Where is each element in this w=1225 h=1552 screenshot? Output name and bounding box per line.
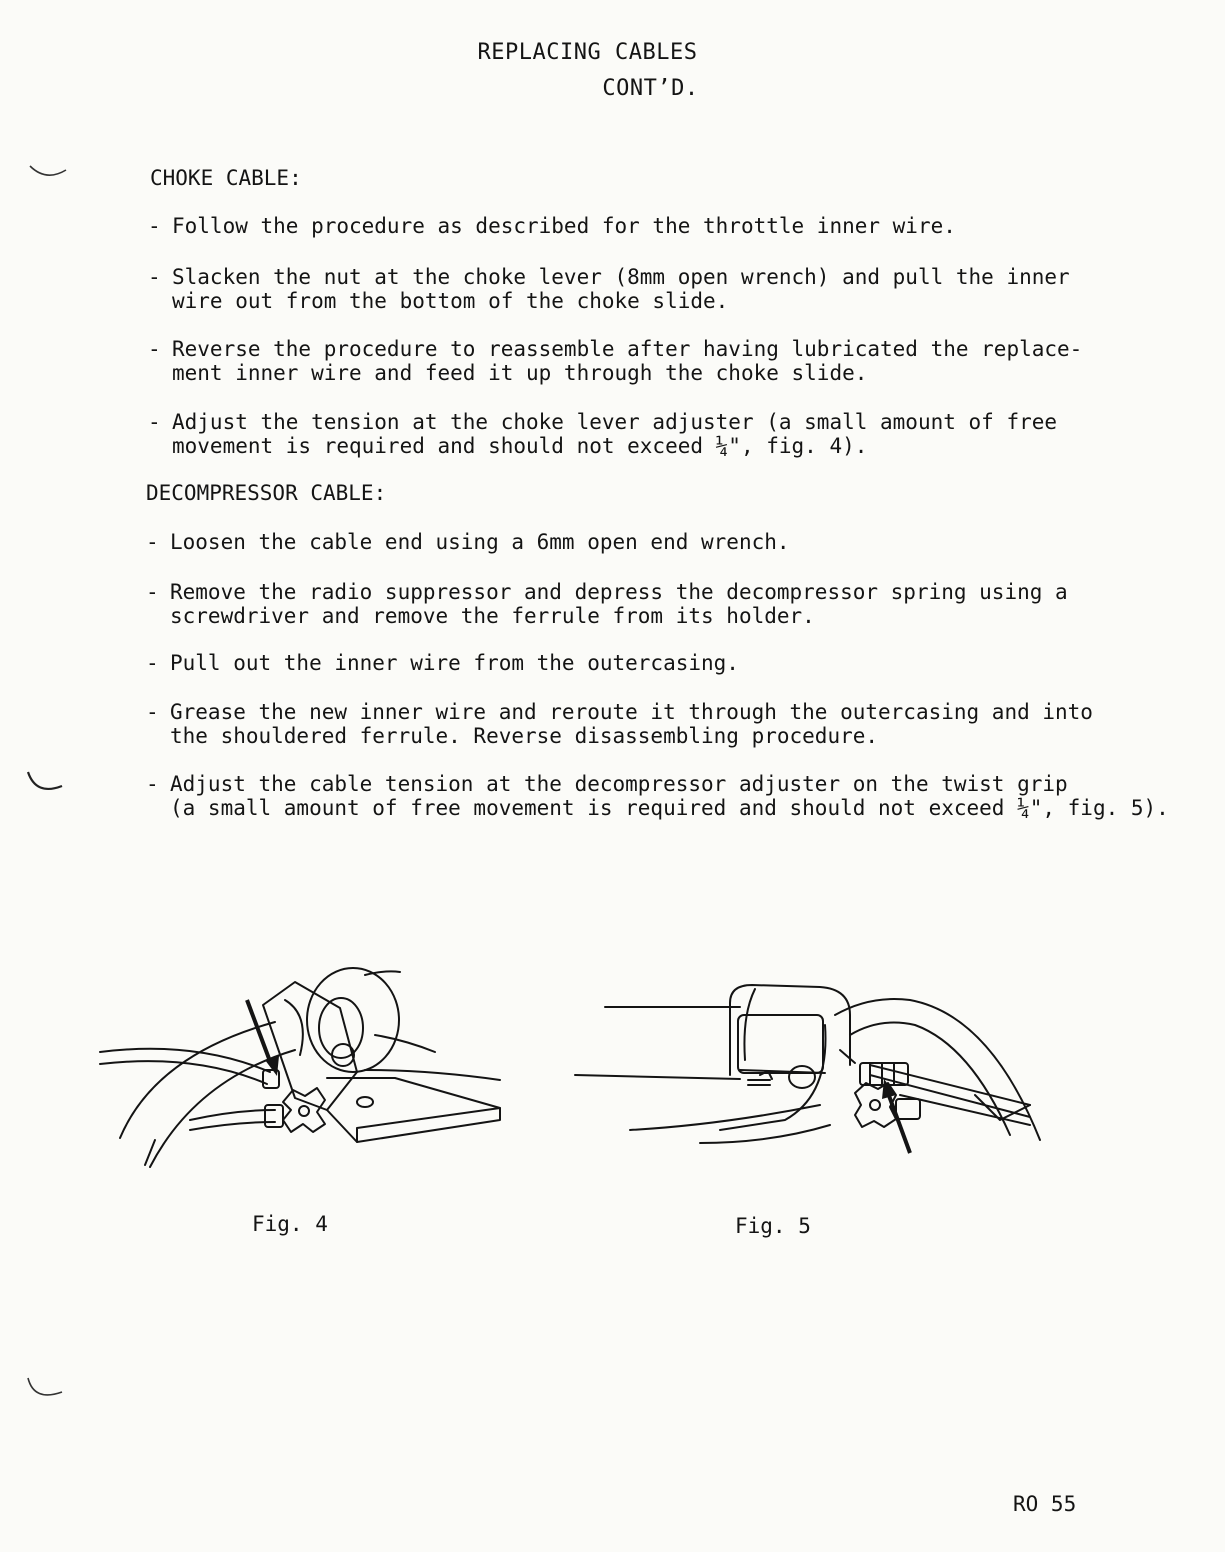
choke-step-2 xyxy=(148,265,1158,313)
step-text-line: Loosen the cable end using a 6mm open end wrench. xyxy=(170,530,790,554)
step-text-line: Grease the new inner wire and reroute it through the outercasing and into xyxy=(170,700,1093,724)
step-text-line: Adjust the cable tension at the decompressor adjuster on the twist grip xyxy=(170,772,1068,796)
choke-step-3 xyxy=(148,337,1158,385)
step-text-line: screwdriver and remove the ferrule from its holder. xyxy=(170,604,815,628)
decompressor-step-5 xyxy=(146,772,1206,820)
step-text-line: (a small amount of free movement is required and should not exceed ¼", fig. 5). xyxy=(170,796,1169,820)
page-title: REPLACING CABLES xyxy=(477,40,698,65)
decompressor-step-1 xyxy=(146,530,1156,554)
bullet-dash: - xyxy=(148,265,161,289)
bullet-dash: - xyxy=(148,410,161,434)
page-number: RO 55 xyxy=(1013,1492,1077,1516)
fig5-caption: Fig. 5 xyxy=(735,1214,811,1238)
punch-mark-top xyxy=(28,160,72,184)
fig4-choke-lever-illustration xyxy=(95,960,515,1170)
step-text-line: wire out from the bottom of the choke slide. xyxy=(172,289,729,313)
decompressor-step-2 xyxy=(146,580,1156,628)
fig5-decompressor-adjuster-illustration xyxy=(570,975,1050,1165)
step-text-line: ment inner wire and feed it up through the choke slide. xyxy=(172,361,868,385)
bullet-dash: - xyxy=(146,651,159,675)
bullet-dash: - xyxy=(148,214,161,238)
bullet-dash: - xyxy=(146,530,159,554)
choke-cable-heading: CHOKE CABLE: xyxy=(150,166,302,190)
step-text-line: Reverse the procedure to reassemble after having lubricated the replace- xyxy=(172,337,1083,361)
step-text-line: movement is required and should not exceed ¼", fig. 4). xyxy=(172,434,868,458)
decompressor-cable-heading: DECOMPRESSOR CABLE: xyxy=(146,481,387,505)
fig4-caption: Fig. 4 xyxy=(252,1212,328,1236)
punch-mark-bottom xyxy=(24,1376,68,1404)
bullet-dash: - xyxy=(146,700,159,724)
step-text-line: Remove the radio suppressor and depress the decompressor spring using a xyxy=(170,580,1068,604)
decompressor-step-4 xyxy=(146,700,1156,748)
bullet-dash: - xyxy=(146,580,159,604)
bullet-dash: - xyxy=(148,337,161,361)
page-subtitle: CONT’D. xyxy=(602,76,699,101)
step-text-line: Adjust the tension at the choke lever adjuster (a small amount of free xyxy=(172,410,1058,434)
step-text-line: Pull out the inner wire from the outercasing. xyxy=(170,651,739,675)
bullet-dash: - xyxy=(146,772,159,796)
step-text-line: Slacken the nut at the choke lever (8mm open wrench) and pull the inner xyxy=(172,265,1070,289)
punch-mark-middle xyxy=(24,770,68,798)
choke-step-1 xyxy=(148,214,1158,238)
choke-step-4 xyxy=(148,410,1158,458)
step-text-line: Follow the procedure as described for the throttle inner wire. xyxy=(172,214,956,238)
decompressor-step-3 xyxy=(146,651,1156,675)
step-text-line: the shouldered ferrule. Reverse disassembling procedure. xyxy=(170,724,879,748)
